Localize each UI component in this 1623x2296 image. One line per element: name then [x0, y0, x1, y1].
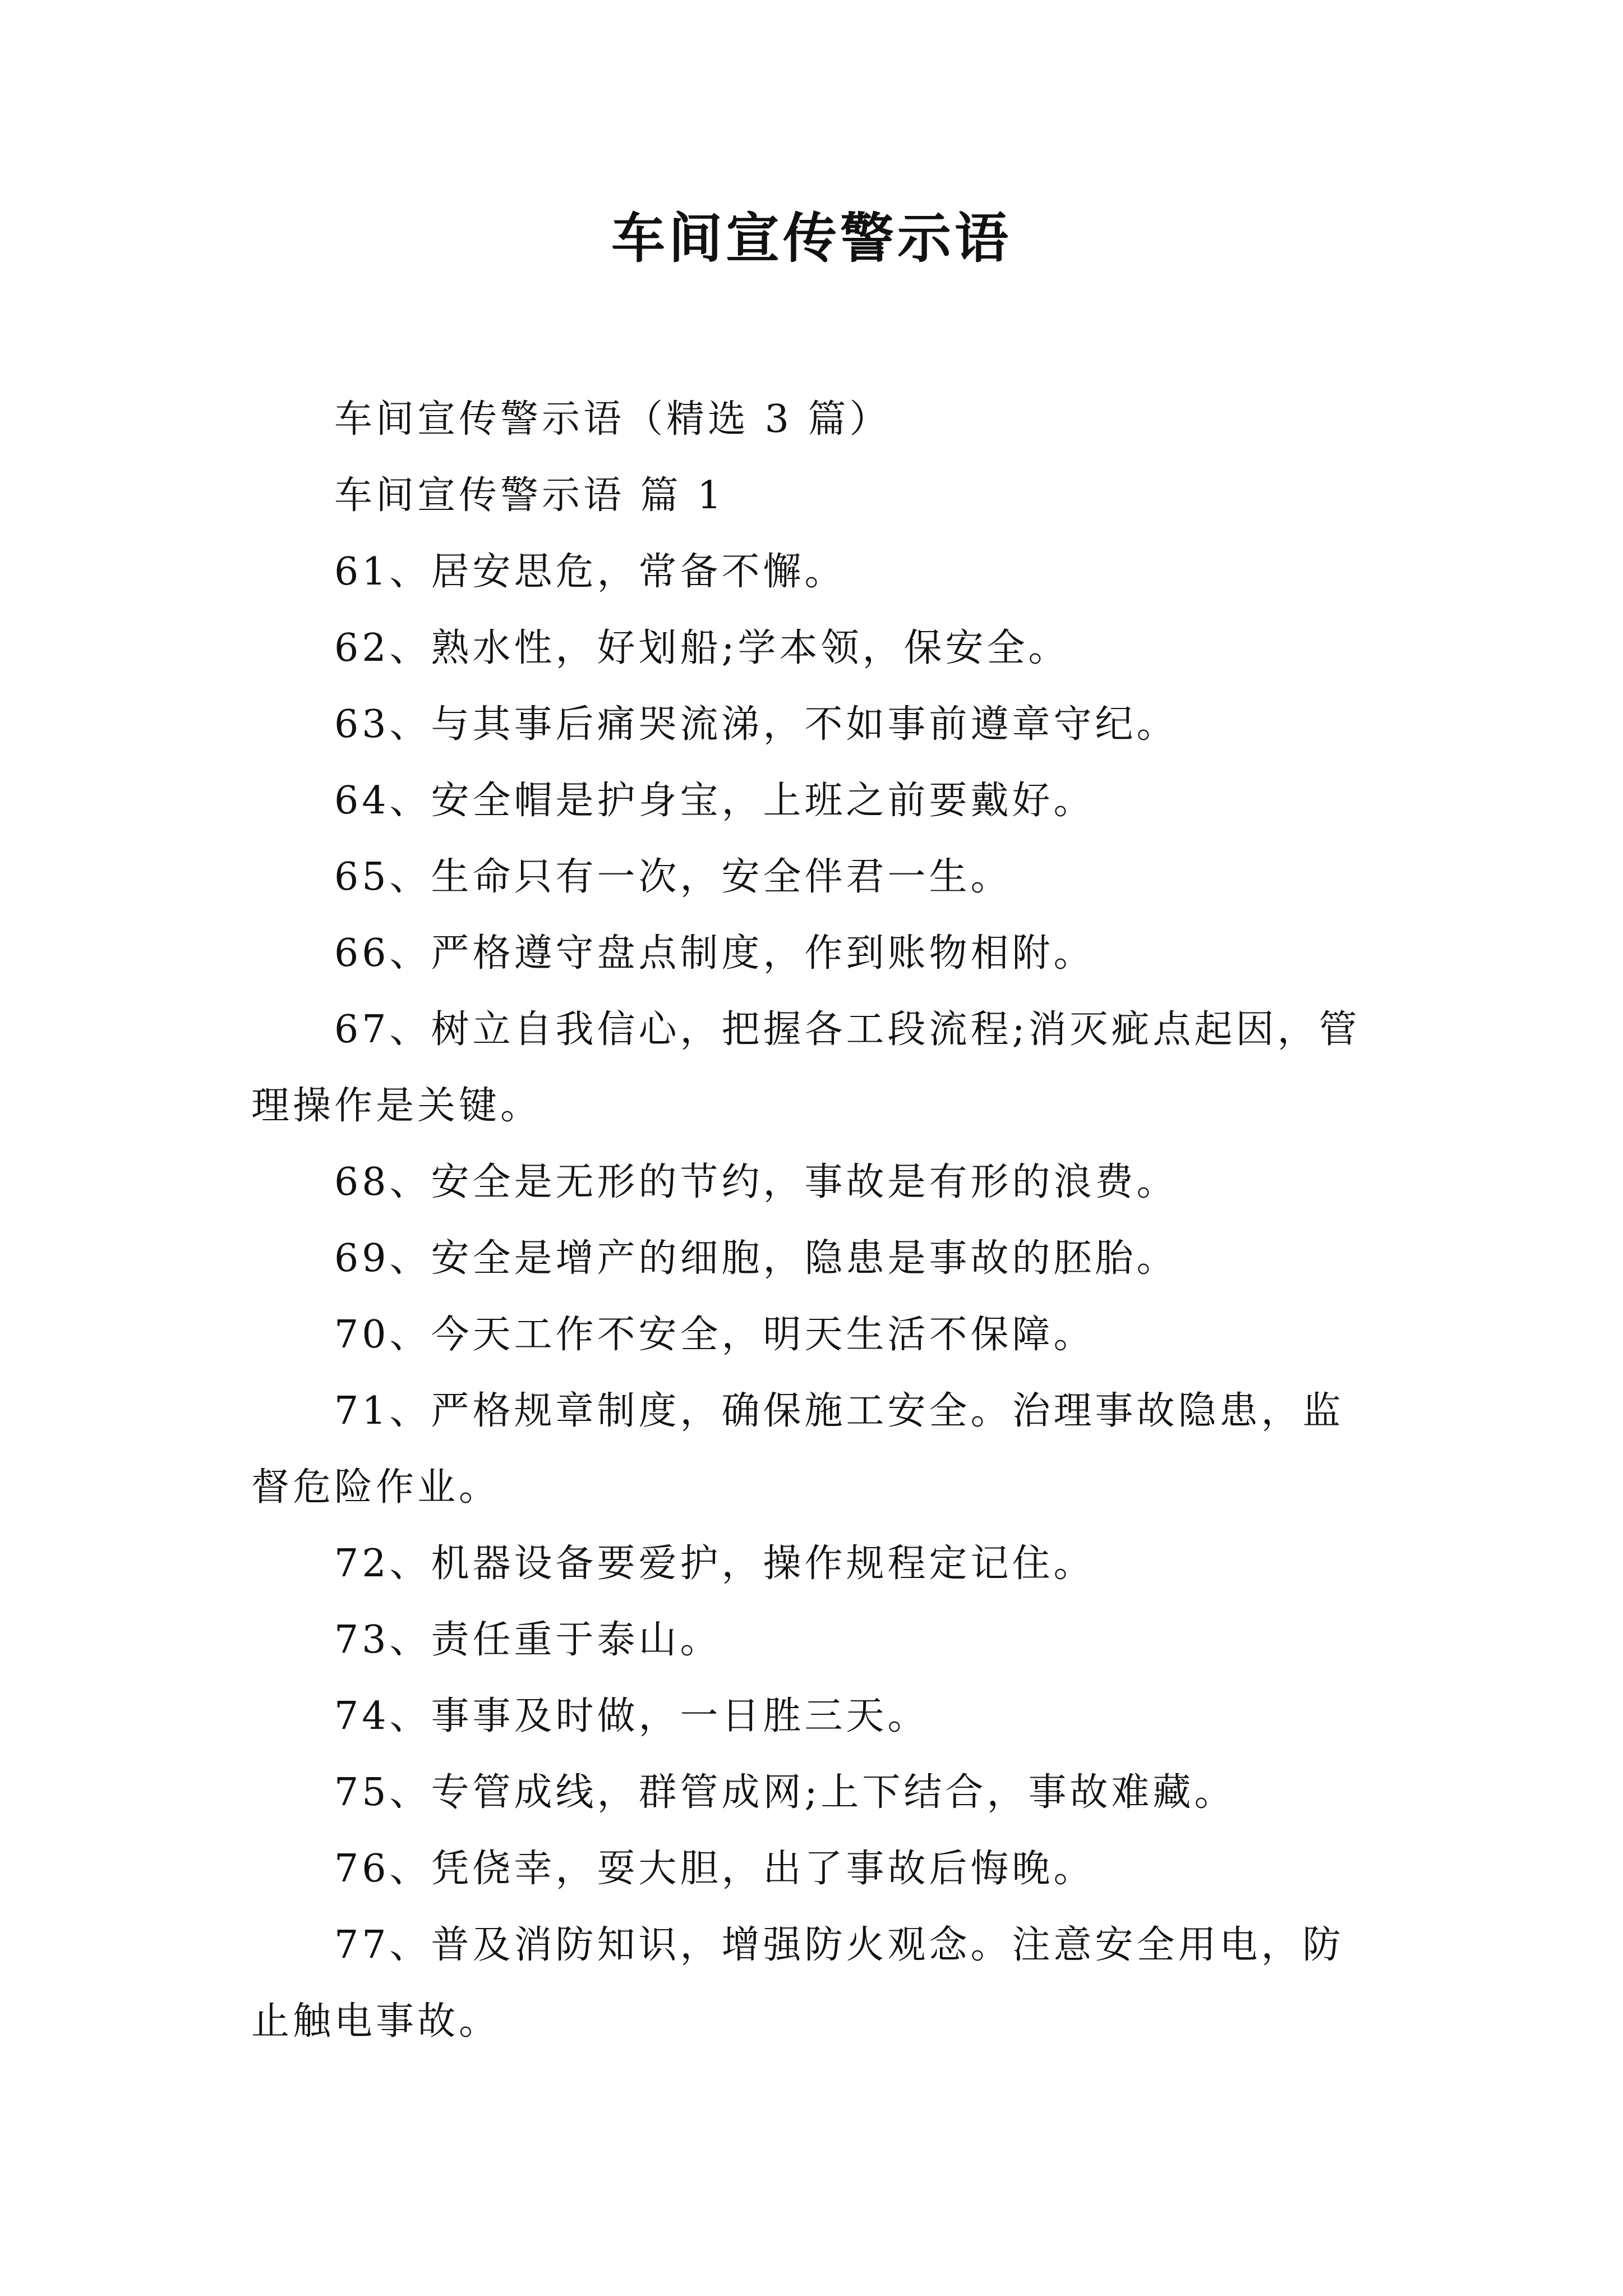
slogan-item: 74、事事及时做，一日胜三天。	[334, 1694, 929, 1738]
slogan-item: 67、树立自我信心，把握各工段流程;消灭疵点起因，管理操作是关键。	[251, 1007, 1361, 1128]
slogan-item: 62、熟水性，好划船;学本领，保安全。	[334, 626, 1070, 670]
slogan-item: 77、普及消防知识，增强防火观念。注意安全用电，防止触电事故。	[251, 1923, 1344, 2044]
section-heading: 车间宣传警示语 篇 1	[334, 473, 725, 518]
slogan-item: 68、安全是无形的节约，事故是有形的浪费。	[334, 1160, 1178, 1204]
document-title: 车间宣传警示语	[611, 206, 1012, 270]
slogan-item: 73、责任重于泰山。	[334, 1618, 722, 1662]
document-body	[251, 381, 1378, 2060]
slogan-item: 75、专管成线，群管成网;上下结合，事故难藏。	[334, 1770, 1236, 1815]
slogan-item: 61、居安思危，常备不懈。	[334, 550, 846, 594]
slogan-item: 69、安全是增产的细胞，隐患是事故的胚胎。	[334, 1236, 1178, 1281]
slogan-item: 71、严格规章制度，确保施工安全。治理事故隐患，监督危险作业。	[251, 1389, 1344, 1510]
slogan-item: 66、严格遵守盘点制度，作到账物相附。	[334, 931, 1095, 976]
subtitle: 车间宣传警示语（精选 3 篇）	[334, 397, 891, 441]
slogan-item: 72、机器设备要爱护，操作规程定记住。	[334, 1542, 1095, 1586]
slogan-item: 63、与其事后痛哭流涕，不如事前遵章守纪。	[334, 702, 1178, 747]
slogan-item: 70、今天工作不安全，明天生活不保障。	[334, 1313, 1095, 1357]
slogan-item: 76、凭侥幸，耍大胆，出了事故后悔晚。	[334, 1847, 1095, 1891]
slogan-item: 64、安全帽是护身宝，上班之前要戴好。	[334, 779, 1095, 823]
slogan-item: 65、生命只有一次，安全伴君一生。	[334, 855, 1012, 899]
